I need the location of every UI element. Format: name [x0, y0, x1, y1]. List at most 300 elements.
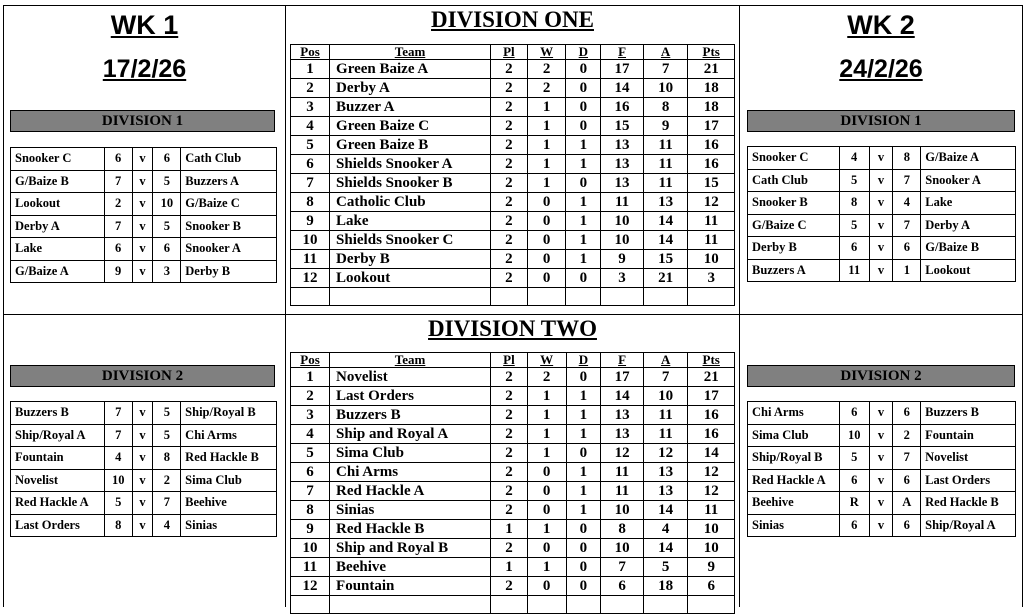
fixture-home-score: 6	[839, 469, 869, 492]
fixture-away-score: 8	[153, 447, 181, 470]
cell-pos: 3	[291, 98, 330, 117]
cell-team: Sinias	[330, 501, 491, 520]
fixture-home-score: 7	[104, 424, 132, 447]
cell-pos: 12	[291, 269, 330, 288]
cell-won: 0	[527, 539, 566, 558]
cell-played: 2	[490, 98, 527, 117]
cell-won: 1	[527, 520, 566, 539]
cell-drawn: 0	[566, 558, 601, 577]
cell-points: 12	[688, 463, 735, 482]
cell-team: Green Baize B	[330, 136, 491, 155]
column-header-played: Pl	[491, 353, 528, 368]
cell-played: 2	[491, 463, 528, 482]
cell-for: 13	[601, 155, 644, 174]
fixture-row	[748, 402, 1016, 425]
cell-pos: 1	[291, 60, 330, 79]
fixture-home-team: Cath Club	[748, 169, 840, 192]
cell-against: 7	[643, 368, 688, 387]
cell-pos: 2	[291, 387, 330, 406]
fixture-home-team: Ship/Royal A	[11, 424, 105, 447]
cell-points: 18	[688, 79, 735, 98]
cell-for: 14	[601, 79, 644, 98]
cell-empty	[601, 288, 644, 306]
cell-points: 12	[688, 193, 735, 212]
fixture-away-score: 5	[153, 424, 181, 447]
fixture-away-team: Derby B	[181, 260, 277, 283]
cell-against: 14	[643, 501, 688, 520]
cell-drawn: 1	[566, 136, 601, 155]
cell-for: 13	[601, 406, 644, 425]
table-row	[291, 193, 735, 212]
week1-title: WK 1	[110, 10, 179, 40]
cell-drawn: 1	[566, 212, 601, 231]
cell-won: 0	[527, 501, 566, 520]
cell-pos: 5	[291, 444, 330, 463]
cell-played: 2	[490, 269, 527, 288]
fixture-away-score: 2	[153, 469, 181, 492]
cell-team: Shields Snooker A	[330, 155, 491, 174]
fixture-home-score: R	[839, 492, 869, 515]
cell-won: 0	[527, 250, 566, 269]
fixture-versus: v	[869, 424, 893, 447]
fixture-home-team: Buzzers A	[748, 259, 840, 282]
cell-drawn: 0	[566, 98, 601, 117]
cell-against: 8	[643, 98, 688, 117]
cell-against: 5	[643, 558, 688, 577]
cell-pos: 8	[291, 501, 330, 520]
table-row	[291, 577, 735, 596]
cell-points: 10	[688, 539, 735, 558]
cell-against: 12	[643, 444, 688, 463]
cell-drawn: 0	[566, 520, 601, 539]
cell-for: 10	[601, 501, 644, 520]
fixture-versus: v	[869, 147, 893, 170]
fixture-row	[748, 147, 1016, 170]
cell-for: 12	[601, 444, 644, 463]
week1-div1-fixtures	[10, 147, 277, 283]
cell-played: 2	[491, 406, 528, 425]
column-header-pos: Pos	[291, 45, 330, 60]
fixture-home-score: 5	[839, 214, 869, 237]
cell-points: 16	[688, 425, 735, 444]
cell-won: 1	[527, 98, 566, 117]
cell-team: Beehive	[330, 558, 491, 577]
outer-right-border	[1022, 5, 1023, 607]
column-header-against: A	[643, 45, 688, 60]
fixture-row	[11, 148, 277, 171]
cell-against: 21	[643, 269, 688, 288]
table-row	[291, 174, 735, 193]
fixture-away-score: 1	[893, 259, 921, 282]
fixture-away-team: Beehive	[181, 492, 277, 515]
cell-played: 2	[490, 117, 527, 136]
column-header-for: F	[601, 353, 644, 368]
cell-won: 2	[527, 368, 566, 387]
fixture-away-team: Snooker A	[181, 238, 277, 261]
fixture-home-team: Snooker C	[748, 147, 840, 170]
cell-pos: 11	[291, 250, 330, 269]
fixture-versus: v	[869, 402, 893, 425]
fixture-away-score: 10	[153, 193, 181, 216]
cell-team: Buzzers B	[330, 406, 491, 425]
fixture-away-score: 6	[893, 469, 921, 492]
cell-team: Lookout	[330, 269, 491, 288]
fixture-row	[748, 192, 1016, 215]
cell-against: 13	[643, 482, 688, 501]
column-header-drawn: D	[566, 353, 601, 368]
fixture-away-team: Buzzers A	[181, 170, 277, 193]
cell-for: 13	[601, 136, 644, 155]
fixture-versus: v	[132, 260, 153, 283]
cell-for: 10	[601, 231, 644, 250]
cell-won: 0	[527, 577, 566, 596]
fixture-row	[11, 424, 277, 447]
fixture-away-team: Lake	[921, 192, 1016, 215]
fixture-away-team: Snooker A	[921, 169, 1016, 192]
cell-against: 18	[643, 577, 688, 596]
cell-empty	[688, 288, 735, 306]
fixture-versus: v	[132, 402, 153, 425]
fixture-row	[748, 424, 1016, 447]
fixture-home-team: Beehive	[748, 492, 840, 515]
fixture-home-team: Lake	[11, 238, 105, 261]
fixture-home-score: 8	[104, 514, 132, 537]
column-header-against: A	[643, 353, 688, 368]
cell-drawn: 1	[566, 501, 601, 520]
cell-played: 2	[490, 231, 527, 250]
fixture-row	[748, 447, 1016, 470]
division-one-title: DIVISION ONE	[431, 7, 594, 32]
column-header-won: W	[527, 45, 566, 60]
cell-pos: 4	[291, 425, 330, 444]
cell-drawn: 0	[566, 368, 601, 387]
fixture-home-team: Derby B	[748, 237, 840, 260]
fixture-home-score: 6	[839, 514, 869, 537]
cell-against: 10	[643, 387, 688, 406]
column-header-drawn: D	[566, 45, 601, 60]
cell-won: 2	[527, 60, 566, 79]
cell-team: Buzzer A	[330, 98, 491, 117]
cell-empty	[643, 596, 688, 614]
cell-drawn: 1	[566, 250, 601, 269]
fixture-away-team: Novelist	[921, 447, 1016, 470]
fixture-home-score: 9	[104, 260, 132, 283]
blank-row	[291, 288, 735, 306]
cell-pos: 10	[291, 539, 330, 558]
fixture-away-team: Lookout	[921, 259, 1016, 282]
column-header-pos: Pos	[291, 353, 330, 368]
cell-team: Sima Club	[330, 444, 491, 463]
fixture-away-score: 5	[153, 402, 181, 425]
cell-pos: 3	[291, 406, 330, 425]
cell-against: 13	[643, 463, 688, 482]
cell-won: 1	[527, 174, 566, 193]
cell-points: 9	[688, 558, 735, 577]
cell-team: Derby A	[330, 79, 491, 98]
cell-against: 11	[643, 406, 688, 425]
fixture-row	[11, 260, 277, 283]
cell-drawn: 0	[566, 174, 601, 193]
cell-drawn: 1	[566, 387, 601, 406]
cell-for: 17	[601, 60, 644, 79]
fixture-home-score: 4	[839, 147, 869, 170]
cell-played: 2	[490, 79, 527, 98]
cell-against: 9	[643, 117, 688, 136]
cell-empty	[527, 596, 566, 614]
cell-against: 14	[643, 539, 688, 558]
fixture-versus: v	[869, 237, 893, 260]
fixture-away-score: 6	[153, 148, 181, 171]
cell-won: 1	[527, 136, 566, 155]
cell-team: Derby B	[330, 250, 491, 269]
column-header-team: Team	[330, 353, 491, 368]
cell-drawn: 0	[566, 79, 601, 98]
cell-won: 1	[527, 558, 566, 577]
cell-for: 15	[601, 117, 644, 136]
cell-for: 14	[601, 387, 644, 406]
cell-played: 2	[491, 368, 528, 387]
fixture-away-team: Ship/Royal A	[921, 514, 1016, 537]
cell-points: 16	[688, 155, 735, 174]
fixture-away-team: G/Baize A	[921, 147, 1016, 170]
cell-played: 2	[491, 387, 528, 406]
fixture-home-score: 6	[839, 402, 869, 425]
week1-div1-banner: DIVISION 1	[10, 110, 275, 132]
column-header-team: Team	[330, 45, 491, 60]
table-row	[291, 444, 735, 463]
fixture-row	[748, 492, 1016, 515]
week2-header-panel	[740, 6, 1022, 106]
cell-pos: 10	[291, 231, 330, 250]
cell-points: 21	[688, 60, 735, 79]
cell-drawn: 0	[566, 269, 601, 288]
cell-for: 17	[601, 368, 644, 387]
fixture-away-team: Cath Club	[181, 148, 277, 171]
fixture-away-team: Chi Arms	[181, 424, 277, 447]
fixture-away-score: 7	[153, 492, 181, 515]
cell-against: 14	[643, 231, 688, 250]
cell-points: 17	[688, 387, 735, 406]
fixture-versus: v	[132, 514, 153, 537]
cell-against: 4	[643, 520, 688, 539]
cell-empty	[491, 596, 528, 614]
week2-div1-fixtures	[747, 146, 1016, 282]
cell-pos: 6	[291, 463, 330, 482]
cell-pos: 11	[291, 558, 330, 577]
fixture-away-score: 6	[153, 238, 181, 261]
fixture-versus: v	[869, 469, 893, 492]
cell-for: 11	[601, 482, 644, 501]
cell-drawn: 1	[566, 482, 601, 501]
column-header-for: F	[601, 45, 644, 60]
fixture-home-score: 8	[839, 192, 869, 215]
fixture-home-team: G/Baize A	[11, 260, 105, 283]
cell-empty	[291, 596, 330, 614]
fixture-away-team: Red Hackle B	[181, 447, 277, 470]
cell-against: 11	[643, 174, 688, 193]
cell-team: Ship and Royal A	[330, 425, 491, 444]
week2-div2-banner: DIVISION 2	[747, 365, 1015, 387]
cell-played: 2	[491, 577, 528, 596]
cell-empty	[566, 596, 601, 614]
fixture-row	[11, 469, 277, 492]
cell-pos: 2	[291, 79, 330, 98]
fixture-versus: v	[132, 447, 153, 470]
fixture-away-score: 6	[893, 402, 921, 425]
table-row	[291, 425, 735, 444]
cell-against: 14	[643, 212, 688, 231]
fixture-home-score: 4	[104, 447, 132, 470]
cell-for: 10	[601, 212, 644, 231]
fixture-home-score: 2	[104, 193, 132, 216]
fixture-home-score: 5	[839, 169, 869, 192]
fixture-home-team: Novelist	[11, 469, 105, 492]
table-row	[291, 539, 735, 558]
fixture-away-score: 4	[153, 514, 181, 537]
cell-for: 8	[601, 520, 644, 539]
cell-won: 1	[527, 444, 566, 463]
fixture-away-team: Snooker B	[181, 215, 277, 238]
column-header-points: Pts	[688, 45, 735, 60]
division-one-table	[290, 44, 735, 306]
week2-title: WK 2	[847, 10, 915, 40]
cell-won: 0	[527, 269, 566, 288]
fixture-versus: v	[869, 447, 893, 470]
cell-points: 16	[688, 136, 735, 155]
cell-team: Red Hackle B	[330, 520, 491, 539]
cell-pos: 7	[291, 174, 330, 193]
cell-points: 10	[688, 250, 735, 269]
cell-played: 2	[491, 501, 528, 520]
cell-empty	[688, 596, 735, 614]
cell-played: 2	[490, 155, 527, 174]
fixture-home-score: 7	[104, 402, 132, 425]
cell-pos: 8	[291, 193, 330, 212]
cell-won: 1	[527, 406, 566, 425]
cell-for: 13	[601, 425, 644, 444]
fixture-home-score: 5	[839, 447, 869, 470]
fixture-versus: v	[869, 192, 893, 215]
cell-played: 1	[491, 558, 528, 577]
cell-for: 7	[601, 558, 644, 577]
cell-pos: 9	[291, 520, 330, 539]
fixture-home-team: Fountain	[11, 447, 105, 470]
cell-played: 2	[491, 482, 528, 501]
fixture-home-team: Sinias	[748, 514, 840, 537]
cell-team: Last Orders	[330, 387, 491, 406]
fixture-versus: v	[132, 238, 153, 261]
column-header-points: Pts	[688, 353, 735, 368]
table-row	[291, 406, 735, 425]
cell-pos: 9	[291, 212, 330, 231]
cell-points: 6	[688, 577, 735, 596]
cell-pos: 1	[291, 368, 330, 387]
cell-played: 2	[490, 193, 527, 212]
cell-played: 2	[490, 212, 527, 231]
cell-team: Green Baize A	[330, 60, 491, 79]
cell-for: 3	[601, 269, 644, 288]
fixture-home-team: Last Orders	[11, 514, 105, 537]
cell-team: Lake	[330, 212, 491, 231]
fixture-home-team: Lookout	[11, 193, 105, 216]
fixture-home-team: Snooker B	[748, 192, 840, 215]
table-row	[291, 79, 735, 98]
fixture-row	[748, 469, 1016, 492]
cell-against: 11	[643, 425, 688, 444]
cell-for: 11	[601, 193, 644, 212]
cell-for: 10	[601, 539, 644, 558]
cell-points: 15	[688, 174, 735, 193]
week2-div2-fixtures	[747, 401, 1016, 537]
cell-team: Catholic Club	[330, 193, 491, 212]
cell-drawn: 1	[566, 425, 601, 444]
week1-div2-fixtures	[10, 401, 277, 537]
cell-against: 11	[643, 136, 688, 155]
cell-for: 9	[601, 250, 644, 269]
fixture-versus: v	[132, 193, 153, 216]
fixture-versus: v	[869, 514, 893, 537]
fixture-away-score: 7	[893, 447, 921, 470]
fixture-away-score: 8	[893, 147, 921, 170]
cell-for: 16	[601, 98, 644, 117]
fixture-away-score: 5	[153, 215, 181, 238]
cell-drawn: 1	[566, 155, 601, 174]
cell-drawn: 1	[566, 231, 601, 250]
cell-points: 10	[688, 520, 735, 539]
week1-header-panel	[4, 6, 285, 106]
table-row	[291, 136, 735, 155]
table-row	[291, 269, 735, 288]
cell-pos: 12	[291, 577, 330, 596]
table-row	[291, 117, 735, 136]
fixture-row	[11, 193, 277, 216]
cell-played: 2	[490, 174, 527, 193]
fixture-home-score: 6	[104, 148, 132, 171]
cell-against: 10	[643, 79, 688, 98]
cell-team: Ship and Royal B	[330, 539, 491, 558]
fixture-home-score: 10	[104, 469, 132, 492]
fixture-home-team: Sima Club	[748, 424, 840, 447]
fixture-row	[748, 259, 1016, 282]
cell-empty	[490, 288, 527, 306]
cell-played: 2	[491, 539, 528, 558]
cell-won: 1	[527, 425, 566, 444]
fixture-row	[11, 402, 277, 425]
fixture-home-team: Ship/Royal B	[748, 447, 840, 470]
blank-row	[291, 596, 735, 614]
cell-won: 0	[527, 212, 566, 231]
cell-empty	[330, 288, 491, 306]
division-two-header-row	[291, 353, 735, 368]
cell-played: 1	[491, 520, 528, 539]
cell-points: 11	[688, 212, 735, 231]
cell-team: Fountain	[330, 577, 491, 596]
cell-team: Shields Snooker B	[330, 174, 491, 193]
table-row	[291, 558, 735, 577]
fixture-away-team: Fountain	[921, 424, 1016, 447]
fixture-home-team: Red Hackle A	[748, 469, 840, 492]
fixture-home-team: Derby A	[11, 215, 105, 238]
fixture-versus: v	[132, 492, 153, 515]
cell-won: 1	[527, 155, 566, 174]
fixture-home-score: 5	[104, 492, 132, 515]
cell-played: 2	[490, 250, 527, 269]
column-header-won: W	[527, 353, 566, 368]
cell-played: 2	[490, 136, 527, 155]
fixture-row	[11, 514, 277, 537]
fixture-home-score: 6	[104, 238, 132, 261]
cell-won: 0	[527, 463, 566, 482]
